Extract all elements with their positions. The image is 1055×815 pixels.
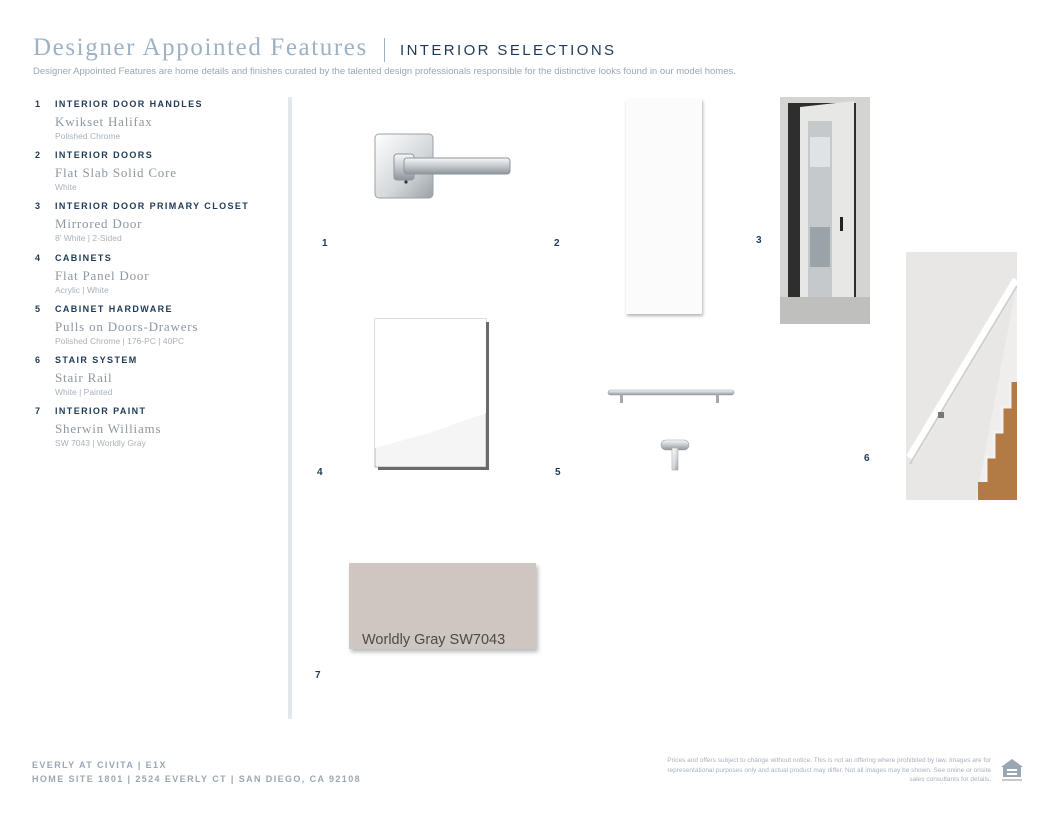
feature-number: 7 <box>35 406 41 417</box>
feature-item <box>35 201 285 252</box>
feature-category: INTERIOR DOOR HANDLES <box>55 99 203 109</box>
feature-item <box>35 253 285 304</box>
image-label-7: 7 <box>315 670 321 681</box>
footer-community: EVERLY AT CIVITA | E1X <box>32 760 167 770</box>
column-divider <box>288 97 292 719</box>
feature-category: INTERIOR PAINT <box>55 406 147 417</box>
footer-address: HOME SITE 1801 | 2524 EVERLY CT | SAN DIEGO, CA 92108 <box>32 774 362 784</box>
feature-category: CABINETS <box>55 252 113 263</box>
page-subtitle: Designer Appointed Features are home details and finishes curated by the talented design professionals responsible for the distinctive looks found in our model homes. <box>33 66 736 77</box>
feature-name: Stair Rail <box>55 369 113 385</box>
feature-category: INTERIOR DOOR PRIMARY CLOSET <box>55 201 250 212</box>
feature-name: Flat Slab Solid Core <box>55 165 177 181</box>
paint-swatch <box>349 563 536 649</box>
feature-number: 3 <box>35 201 41 212</box>
equal-housing-icon <box>999 757 1025 783</box>
feature-number: 4 <box>35 252 41 263</box>
feature-item <box>35 304 285 355</box>
feature-name: Flat Panel Door <box>55 267 150 283</box>
feature-detail: White | Painted <box>55 386 113 397</box>
feature-detail: 8' White | 2-Sided <box>55 233 122 244</box>
paint-swatch-label: Worldly Gray SW7043 <box>362 632 506 648</box>
feature-name: Mirrored Door <box>55 216 143 232</box>
image-label-4: 4 <box>317 467 323 478</box>
mirrored-door-image <box>780 97 870 324</box>
slab-door-image <box>626 99 702 314</box>
feature-item <box>35 150 285 201</box>
door-handle-image <box>370 130 516 202</box>
feature-detail: Polished Chrome | 176-PC | 40PC <box>55 335 185 346</box>
legal-disclaimer: Prices and offers subject to change without notice. This is not an offering where prohibited by law. Images are for representational purposes only and actual product may differ. Not all images may be shown. See online or onsite sales consultants for details. <box>667 757 991 783</box>
feature-item <box>35 406 285 457</box>
feature-item <box>35 99 285 150</box>
stair-rail-image <box>906 252 1017 500</box>
feature-detail: SW 7043 | Worldly Gray <box>55 438 146 449</box>
feature-number: 6 <box>35 354 41 365</box>
feature-number: 5 <box>35 303 41 314</box>
page-title: Designer Appointed Features <box>33 34 368 61</box>
feature-detail: White <box>55 182 77 193</box>
feature-detail: Polished Chrome <box>55 131 121 141</box>
feature-name: Sherwin Williams <box>55 421 162 437</box>
image-label-2: 2 <box>554 238 560 249</box>
feature-name: Kwikset Halifax <box>55 114 153 129</box>
image-label-5: 5 <box>555 467 561 478</box>
cabinet-panel-image <box>374 318 490 473</box>
feature-list <box>35 99 285 457</box>
feature-category: INTERIOR DOORS <box>55 150 154 161</box>
feature-item <box>35 355 285 406</box>
feature-name: Pulls on Doors-Drawers <box>55 318 199 334</box>
image-label-1: 1 <box>322 238 328 249</box>
cabinet-hardware-image <box>606 386 736 474</box>
feature-number: 2 <box>35 150 41 161</box>
image-label-3: 3 <box>756 235 762 246</box>
feature-number: 1 <box>35 99 41 109</box>
feature-category: CABINET HARDWARE <box>55 303 173 314</box>
section-title: INTERIOR SELECTIONS <box>400 42 617 59</box>
title-divider <box>384 38 385 62</box>
feature-detail: Acrylic | White <box>55 284 109 295</box>
image-label-6: 6 <box>864 453 870 464</box>
feature-category: STAIR SYSTEM <box>55 354 138 365</box>
